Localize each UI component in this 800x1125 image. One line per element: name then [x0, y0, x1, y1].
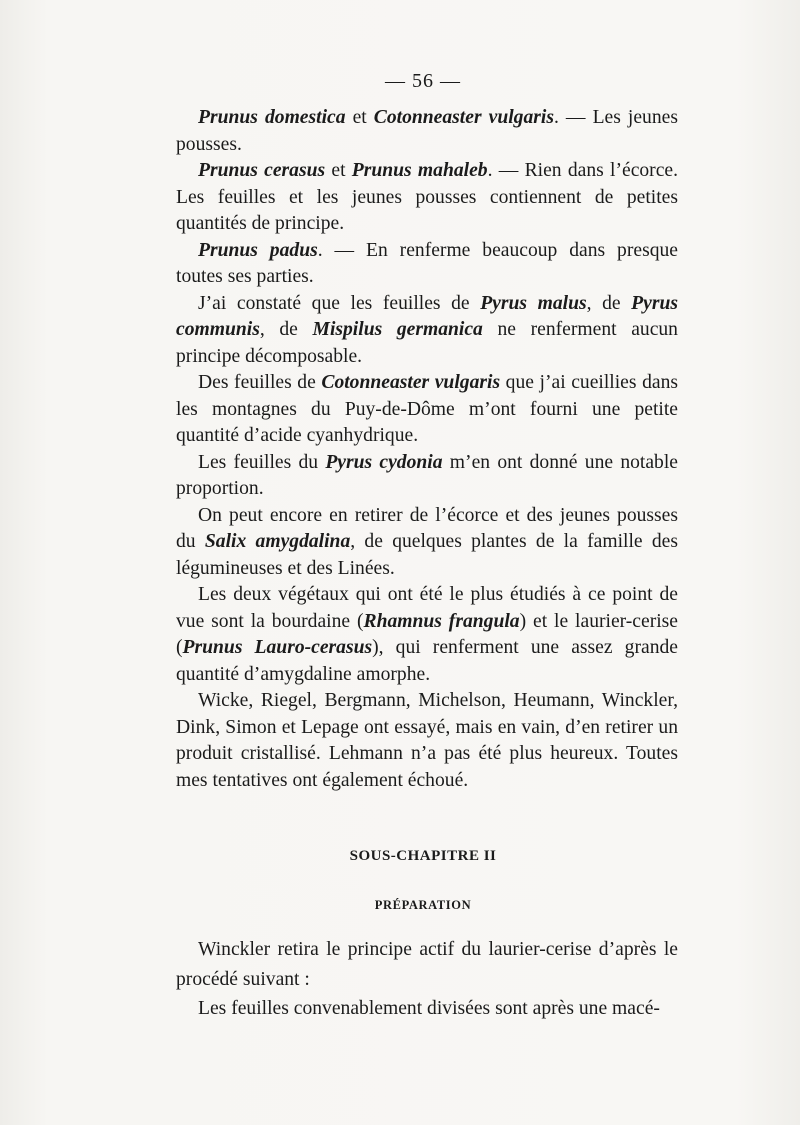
text-segment: On peut encore en retirer de l’écorce et des jeunes pousses du	[176, 504, 678, 552]
text-segment: , de quelques plantes de la famille des légumineuses et des Linées.	[176, 531, 678, 579]
paragraph	[176, 370, 678, 450]
italic-term: Pyrus cydonia	[325, 451, 443, 473]
text-segment: Les deux végétaux qui ont été le plus étudiés à ce point de vue sont la bourdaine (	[176, 584, 678, 632]
text-segment: J’ai constaté que les feuilles de	[198, 292, 481, 314]
italic-term: Pyrus communis	[176, 292, 678, 340]
text-segment: et	[325, 160, 352, 181]
text-segment: , de	[586, 292, 632, 314]
italic-term: Prunus mahaleb	[351, 160, 488, 181]
text-segment: ), qui renferment une assez grande quantité d’amygdaline amorphe.	[176, 637, 678, 685]
text-segment: Les feuilles convenablement divisées sont après une macé-	[198, 998, 660, 1019]
italic-term: Salix amygdalina	[204, 531, 351, 552]
text-segment: et	[345, 107, 374, 128]
paragraph	[176, 105, 678, 158]
text-segment: . — Les jeunes pousses.	[176, 107, 678, 155]
text-segment: . — En renferme beaucoup dans presque toutes ses parties.	[176, 239, 678, 287]
text-segment: , de	[259, 319, 313, 340]
text-segment: Les feuilles du	[198, 451, 326, 473]
italic-term: Prunus Lauro-cerasus	[182, 637, 373, 658]
text-segment: . — Rien dans l’écorce. Les feuilles et les jeunes pousses contiennent de petites quantités de principe.	[176, 160, 678, 234]
paragraph	[176, 450, 678, 503]
text-segment: ne renferment aucun principe décomposable.	[176, 319, 678, 367]
text-segment: Des feuilles de	[198, 372, 322, 393]
italic-term: Cotonneaster vulgaris	[321, 372, 501, 393]
paragraph	[176, 994, 678, 1024]
italic-term: Cotonneaster vulgaris	[373, 107, 554, 128]
text-segment: ) et le laurier-cerise (	[176, 610, 678, 658]
paragraph	[176, 238, 678, 291]
text-segment: Winckler retira le principe actif du laurier-cerise d’après le procédé suivant :	[176, 939, 678, 990]
section-subtitle: PRÉPARATION	[374, 898, 472, 912]
paragraph	[176, 503, 678, 583]
paragraph	[176, 291, 678, 371]
paragraph	[176, 935, 678, 994]
body-text-continued	[176, 935, 678, 1024]
italic-term: Pyrus malus	[480, 292, 587, 314]
italic-term: Mispilus germanica	[312, 319, 483, 340]
italic-term: Prunus domestica	[198, 107, 346, 128]
text-segment: Wicke, Riegel, Bergmann, Michelson, Heumann, Winckler, Dink, Simon et Lepage ont essayé, mais en vain, d’en retirer un produit cristallisé. Lehmann n’a pas été plus heureux. Toutes mes tentatives ont également échoué.	[176, 690, 678, 791]
paragraph	[176, 582, 678, 688]
italic-term: Prunus cerasus	[198, 160, 326, 181]
italic-term: Rhamnus frangula	[363, 610, 520, 632]
text-segment: que j’ai cueillies dans les montagnes du Puy-de-Dôme m’ont fourni une petite quantité d’acide cyanhydrique.	[176, 372, 678, 446]
paragraph	[176, 688, 678, 794]
italic-term: Prunus padus	[198, 239, 318, 261]
body-text	[176, 105, 678, 794]
paragraph	[176, 158, 678, 238]
section-title: SOUS-CHAPITRE II	[349, 848, 497, 864]
text-segment: m’en ont donné une notable proportion.	[176, 451, 678, 499]
page-number: — 56 —	[385, 70, 461, 92]
